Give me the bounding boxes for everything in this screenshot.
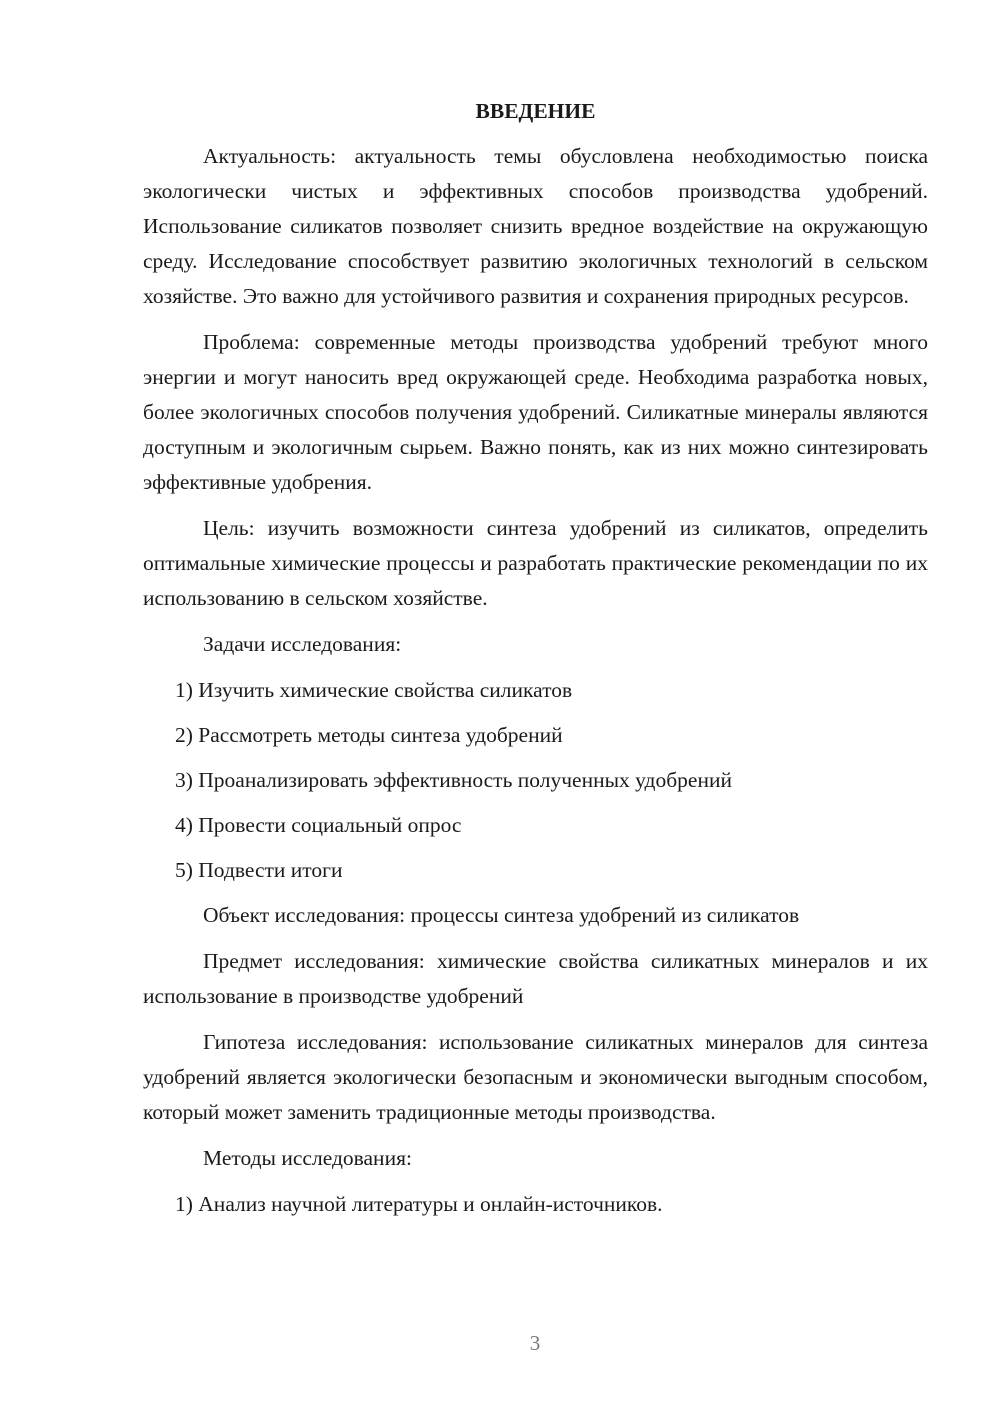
subject-paragraph: Предмет исследования: химические свойства силикатных минералов и их использование в производстве удобрений bbox=[143, 949, 928, 1008]
methods-list bbox=[143, 1187, 928, 1222]
goal-paragraph: Цель: изучить возможности синтеза удобрений из силикатов, определить оптимальные химические процессы и разработать практические рекомендации по их использованию в сельском хозяйстве. bbox=[143, 516, 928, 610]
page-number: 3 bbox=[529, 1331, 541, 1355]
methods-heading: Методы исследования: bbox=[203, 1146, 412, 1170]
list-item: 1) Изучить химические свойства силикатов bbox=[175, 678, 573, 702]
tasks-list bbox=[143, 673, 928, 888]
relevance-paragraph: Актуальность: актуальность темы обусловлена необходимостью поиска экологически чистых и эффективных способов производства удобрений. Использование силикатов позволяет снизить вредное воздействие на окружающую среду. Исследование способствует развитию экологичных технологий в сельском хозяйстве. Это важно для устойчивого развития и сохранения природных ресурсов. bbox=[143, 144, 928, 308]
list-item: 5) Подвести итоги bbox=[175, 858, 343, 882]
list-item: 3) Проанализировать эффективность полученных удобрений bbox=[175, 768, 732, 792]
list-item: 4) Провести социальный опрос bbox=[175, 813, 462, 837]
section-title: ВВЕДЕНИЕ bbox=[475, 99, 596, 123]
problem-paragraph: Проблема: современные методы производства удобрений требуют много энергии и могут наносить вред окружающей среде. Необходима разработка новых, более экологичных способов получения удобрений. Силикатные минералы являются доступным и экологичным сырьем. Важно понять, как из них можно синтезировать эффективные удобрения. bbox=[143, 330, 928, 494]
hypothesis-paragraph: Гипотеза исследования: использование силикатных минералов для синтеза удобрений является экологически безопасным и экономически выгодным способом, который может заменить традиционные методы производства. bbox=[143, 1030, 928, 1124]
list-item: 1) Анализ научной литературы и онлайн-источников. bbox=[175, 1192, 663, 1216]
document-page bbox=[143, 94, 928, 1232]
tasks-heading: Задачи исследования: bbox=[203, 632, 402, 656]
object-paragraph: Объект исследования: процессы синтеза удобрений из силикатов bbox=[203, 903, 800, 927]
list-item: 2) Рассмотреть методы синтеза удобрений bbox=[175, 723, 563, 747]
